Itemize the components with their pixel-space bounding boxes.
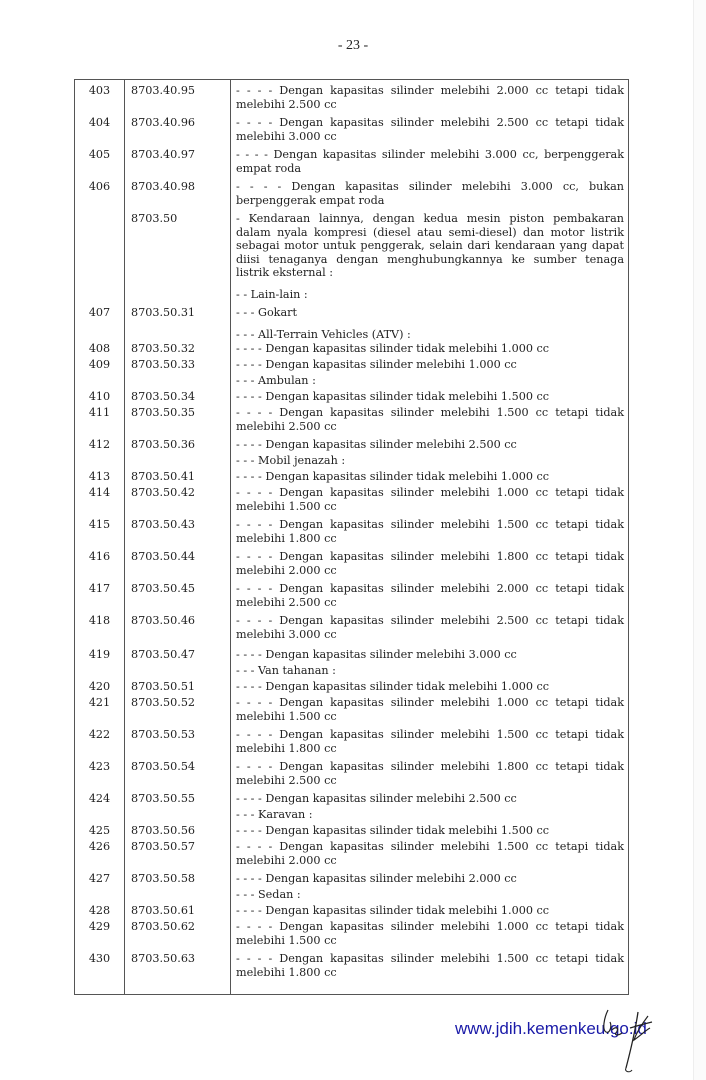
row-number: 412 [88, 438, 111, 451]
hs-code: 8703.50.56 [131, 824, 196, 837]
item-description: - - - - Dengan kapasitas silinder tidak melebihi 1.500 cc [236, 824, 550, 837]
column-divider [230, 80, 231, 994]
row-number: 418 [88, 614, 111, 627]
item-description: - - - - Dengan kapasitas silinder melebihi 2.500 cc tetapi tidak melebihi 3.000 cc [236, 614, 624, 641]
hs-code: 8703.50.46 [131, 614, 196, 627]
hs-code: 8703.40.98 [131, 180, 196, 193]
hs-code: 8703.50.44 [131, 550, 196, 563]
signature-initials [596, 1000, 666, 1075]
row-number: 423 [88, 760, 111, 773]
row-number: 406 [88, 180, 111, 193]
item-description: - - - - Dengan kapasitas silinder melebihi 1.500 cc tetapi tidak melebihi 1.800 cc [236, 728, 624, 755]
row-number: 422 [88, 728, 111, 741]
hs-code: 8703.50.32 [131, 342, 196, 355]
item-description: - - - - Dengan kapasitas silinder melebihi 1.000 cc tetapi tidak melebihi 1.500 cc [236, 696, 624, 723]
hs-code: 8703.50.45 [131, 582, 196, 595]
hs-code: 8703.50.41 [131, 470, 196, 483]
item-description: - - - - Dengan kapasitas silinder melebihi 2.500 cc tetapi tidak melebihi 3.000 cc [236, 116, 624, 143]
row-number: 407 [88, 306, 111, 319]
item-description: - - - Sedan : [236, 888, 301, 901]
page-number: - 23 - [337, 38, 369, 53]
hs-code: 8703.50.62 [131, 920, 196, 933]
item-description: - - - - Dengan kapasitas silinder tidak melebihi 1.000 cc [236, 680, 550, 693]
row-number: 430 [88, 952, 111, 965]
item-description: - - - - Dengan kapasitas silinder melebihi 2.500 cc [236, 792, 517, 805]
hs-code: 8703.50.34 [131, 390, 196, 403]
row-number: 411 [88, 406, 111, 419]
row-number: 413 [88, 470, 111, 483]
item-description: - - - - Dengan kapasitas silinder melebihi 3.000 cc, berpenggerak empat roda [236, 148, 624, 175]
hs-code: 8703.50 [131, 212, 178, 225]
row-number: 425 [88, 824, 111, 837]
row-number: 424 [88, 792, 111, 805]
item-description: - - - - Dengan kapasitas silinder melebihi 3.000 cc, bukan berpenggerak empat roda [236, 180, 624, 207]
row-number: 404 [88, 116, 111, 129]
page-edge [693, 0, 706, 1080]
item-description: - - - - Dengan kapasitas silinder melebihi 1.800 cc tetapi tidak melebihi 2.000 cc [236, 550, 624, 577]
footer-website-link[interactable]: www.jdih.kemenkeu.go.id [455, 1019, 647, 1038]
row-number: 403 [88, 84, 111, 97]
item-description: - Kendaraan lainnya, dengan kedua mesin piston pembakaran dalam nyala kompresi (diesel atau semi-diesel) dan motor listrik sebagai motor untuk penggerak, selain dari kendaraan yang dapat diisi tenaganya dengan menghubungkannya ke sumber tenaga listrik eksternal : [236, 212, 624, 280]
item-description: - - - - Dengan kapasitas silinder melebihi 2.000 cc tetapi tidak melebihi 2.500 cc [236, 84, 624, 111]
item-description: - - - - Dengan kapasitas silinder tidak melebihi 1.000 cc [236, 470, 550, 483]
item-description: - - - - Dengan kapasitas silinder melebihi 1.800 cc tetapi tidak melebihi 2.500 cc [236, 760, 624, 787]
row-number: 419 [88, 648, 111, 661]
item-description: - - - - Dengan kapasitas silinder tidak melebihi 1.000 cc [236, 904, 550, 917]
hs-code: 8703.50.63 [131, 952, 196, 965]
item-description: - - - - Dengan kapasitas silinder melebihi 3.000 cc [236, 648, 517, 661]
item-description: - - - - Dengan kapasitas silinder melebihi 1.000 cc tetapi tidak melebihi 1.500 cc [236, 486, 624, 513]
row-number: 420 [88, 680, 111, 693]
hs-code: 8703.50.47 [131, 648, 196, 661]
item-description: - - - Karavan : [236, 808, 313, 821]
row-number: 415 [88, 518, 111, 531]
hs-code: 8703.50.35 [131, 406, 196, 419]
hs-code: 8703.40.97 [131, 148, 196, 161]
hs-code: 8703.50.51 [131, 680, 196, 693]
item-description: - - - Van tahanan : [236, 664, 336, 677]
item-description: - - - - Dengan kapasitas silinder melebihi 2.000 cc tetapi tidak melebihi 2.500 cc [236, 582, 624, 609]
hs-code: 8703.50.33 [131, 358, 196, 371]
hs-code: 8703.50.58 [131, 872, 196, 885]
item-description: - - - - Dengan kapasitas silinder melebihi 1.000 cc tetapi tidak melebihi 1.500 cc [236, 920, 624, 947]
item-description: - - - - Dengan kapasitas silinder melebihi 1.000 cc [236, 358, 517, 371]
hs-code: 8703.50.54 [131, 760, 196, 773]
item-description: - - - - Dengan kapasitas silinder melebihi 1.500 cc tetapi tidak melebihi 2.000 cc [236, 840, 624, 867]
row-number: 408 [88, 342, 111, 355]
row-number: 427 [88, 872, 111, 885]
item-description: - - - Ambulan : [236, 374, 316, 387]
row-number: 426 [88, 840, 111, 853]
tariff-table [74, 79, 629, 995]
hs-code: 8703.50.36 [131, 438, 196, 451]
row-number: 428 [88, 904, 111, 917]
item-description: - - - - Dengan kapasitas silinder tidak melebihi 1.500 cc [236, 390, 550, 403]
hs-code: 8703.50.52 [131, 696, 196, 709]
item-description: - - - - Dengan kapasitas silinder melebihi 2.000 cc [236, 872, 517, 885]
hs-code: 8703.50.43 [131, 518, 196, 531]
row-number: 414 [88, 486, 111, 499]
hs-code: 8703.50.53 [131, 728, 196, 741]
row-number: 421 [88, 696, 111, 709]
hs-code: 8703.50.57 [131, 840, 196, 853]
item-description: - - Lain-lain : [236, 288, 308, 301]
hs-code: 8703.50.55 [131, 792, 196, 805]
row-number: 429 [88, 920, 111, 933]
item-description: - - - - Dengan kapasitas silinder tidak melebihi 1.000 cc [236, 342, 550, 355]
item-description: - - - - Dengan kapasitas silinder melebihi 1.500 cc tetapi tidak melebihi 2.500 cc [236, 406, 624, 433]
item-description: - - - Gokart [236, 306, 297, 319]
hs-code: 8703.50.42 [131, 486, 196, 499]
column-divider [124, 80, 125, 994]
item-description: - - - - Dengan kapasitas silinder melebihi 1.500 cc tetapi tidak melebihi 1.800 cc [236, 952, 624, 979]
row-number: 405 [88, 148, 111, 161]
row-number: 409 [88, 358, 111, 371]
item-description: - - - - Dengan kapasitas silinder melebihi 2.500 cc [236, 438, 517, 451]
row-number: 410 [88, 390, 111, 403]
hs-code: 8703.40.96 [131, 116, 196, 129]
row-number: 417 [88, 582, 111, 595]
hs-code: 8703.50.61 [131, 904, 196, 917]
hs-code: 8703.50.31 [131, 306, 196, 319]
item-description: - - - All-Terrain Vehicles (ATV) : [236, 328, 411, 341]
item-description: - - - - Dengan kapasitas silinder melebihi 1.500 cc tetapi tidak melebihi 1.800 cc [236, 518, 624, 545]
row-number: 416 [88, 550, 111, 563]
hs-code: 8703.40.95 [131, 84, 196, 97]
item-description: - - - Mobil jenazah : [236, 454, 346, 467]
